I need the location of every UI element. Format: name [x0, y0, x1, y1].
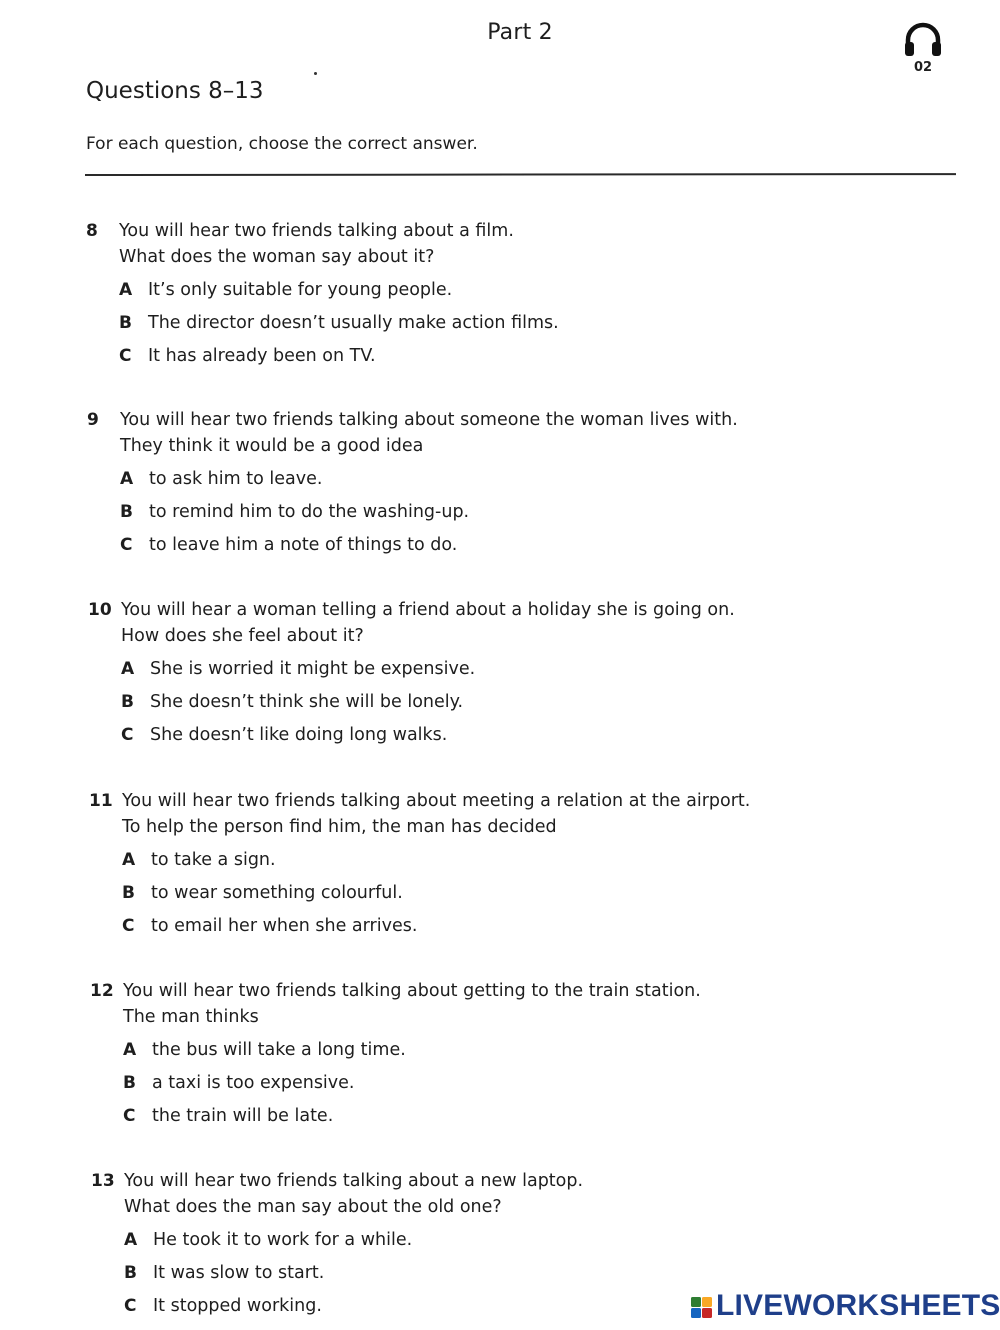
- option-letter: A: [122, 850, 136, 870]
- option-letter: A: [123, 1040, 137, 1060]
- option-letter: C: [124, 1296, 137, 1316]
- answer-option[interactable]: [120, 532, 738, 565]
- option-text: the bus will take a long time.: [152, 1040, 406, 1060]
- option-text: to wear something colourful.: [151, 883, 403, 903]
- option-text: a taxi is too expensive.: [152, 1073, 355, 1093]
- option-text: It stopped working.: [153, 1296, 322, 1316]
- option-text: She doesn’t like doing long walks.: [150, 725, 448, 745]
- answer-option[interactable]: [122, 847, 750, 880]
- audio-track-badge: [900, 20, 946, 80]
- option-text: It was slow to start.: [153, 1263, 325, 1283]
- option-letter: B: [124, 1263, 137, 1283]
- question-stem: You will hear two friends talking about someone the woman lives with.: [120, 410, 738, 430]
- answer-option[interactable]: [120, 499, 738, 532]
- question-item: [86, 218, 559, 376]
- question-stem: You will hear a woman telling a friend about a holiday she is going on.: [121, 600, 735, 620]
- option-letter: C: [122, 916, 135, 936]
- answer-option[interactable]: [121, 656, 735, 689]
- option-text: He took it to work for a while.: [153, 1230, 413, 1250]
- option-letter: A: [124, 1230, 138, 1250]
- option-text: She is worried it might be expensive.: [150, 659, 476, 679]
- option-letter: B: [119, 313, 132, 333]
- divider-rule: [85, 173, 956, 176]
- option-letter: C: [123, 1106, 136, 1126]
- question-stem: You will hear two friends talking about meeting a relation at the airport.: [122, 791, 751, 811]
- question-prompt: What does the woman say about it?: [119, 247, 435, 267]
- question-prompt: What does the man say about the old one?: [124, 1197, 502, 1217]
- liveworksheets-watermark[interactable]: [690, 1286, 1000, 1326]
- option-text: to leave him a note of things to do.: [149, 535, 458, 555]
- option-text: to take a sign.: [151, 850, 276, 870]
- option-letter: A: [119, 280, 133, 300]
- question-prompt: They think it would be a good idea: [120, 436, 424, 456]
- answer-option[interactable]: [121, 722, 735, 755]
- part-title: Part 2: [487, 20, 553, 45]
- option-letter: A: [121, 659, 135, 679]
- question-item: [90, 978, 701, 1136]
- stray-dot: [314, 72, 317, 75]
- option-text: It’s only suitable for young people.: [148, 280, 453, 300]
- answer-option[interactable]: [119, 310, 559, 343]
- answer-option[interactable]: [123, 1037, 701, 1070]
- question-item: [87, 407, 738, 565]
- option-letter: A: [120, 469, 134, 489]
- question-prompt: How does she feel about it?: [121, 626, 364, 646]
- option-text: the train will be late.: [152, 1106, 334, 1126]
- answer-option[interactable]: [123, 1070, 701, 1103]
- question-number: 13: [91, 1171, 115, 1191]
- question-stem: You will hear two friends talking about getting to the train station.: [123, 981, 701, 1001]
- answer-option[interactable]: [119, 343, 559, 376]
- questions-heading: Questions 8–13: [86, 78, 264, 104]
- headphones-icon: [900, 20, 946, 60]
- question-stem: You will hear two friends talking about a new laptop.: [124, 1171, 584, 1191]
- option-letter: B: [122, 883, 135, 903]
- instruction-text: For each question, choose the correct answer.: [86, 134, 478, 154]
- answer-option[interactable]: [119, 277, 559, 310]
- answer-option[interactable]: [120, 466, 738, 499]
- answer-option[interactable]: [123, 1103, 701, 1136]
- option-text: The director doesn’t usually make action films.: [148, 313, 559, 333]
- answer-option[interactable]: [124, 1260, 583, 1293]
- option-letter: C: [120, 535, 133, 555]
- option-letter: B: [120, 502, 133, 522]
- question-item: [89, 788, 750, 946]
- liveworksheets-logo-icon: [690, 1291, 714, 1321]
- option-letter: B: [121, 692, 134, 712]
- track-number: 02: [913, 60, 933, 75]
- option-letter: B: [123, 1073, 136, 1093]
- option-text: She doesn’t think she will be lonely.: [150, 692, 464, 712]
- answer-option[interactable]: [124, 1293, 583, 1326]
- question-number: 12: [90, 981, 114, 1001]
- answer-option[interactable]: [121, 689, 735, 722]
- question-prompt: To help the person find him, the man has decided: [122, 817, 557, 837]
- option-text: It has already been on TV.: [148, 346, 376, 366]
- option-text: to remind him to do the washing-up.: [149, 502, 470, 522]
- question-stem: You will hear two friends talking about a film.: [119, 221, 514, 241]
- option-letter: C: [119, 346, 132, 366]
- question-number: 10: [88, 600, 112, 620]
- option-text: to ask him to leave.: [149, 469, 323, 489]
- question-number: 8: [86, 221, 98, 241]
- answer-option[interactable]: [122, 880, 750, 913]
- watermark-text: LIVEWORKSHEETS: [716, 1289, 1000, 1322]
- question-number: 9: [87, 410, 99, 430]
- option-text: to email her when she arrives.: [151, 916, 418, 936]
- option-letter: C: [121, 725, 134, 745]
- answer-option[interactable]: [124, 1227, 583, 1260]
- answer-option[interactable]: [122, 913, 750, 946]
- question-item: [88, 597, 735, 755]
- question-number: 11: [89, 791, 113, 811]
- question-prompt: The man thinks: [123, 1007, 259, 1027]
- question-item: [91, 1168, 583, 1326]
